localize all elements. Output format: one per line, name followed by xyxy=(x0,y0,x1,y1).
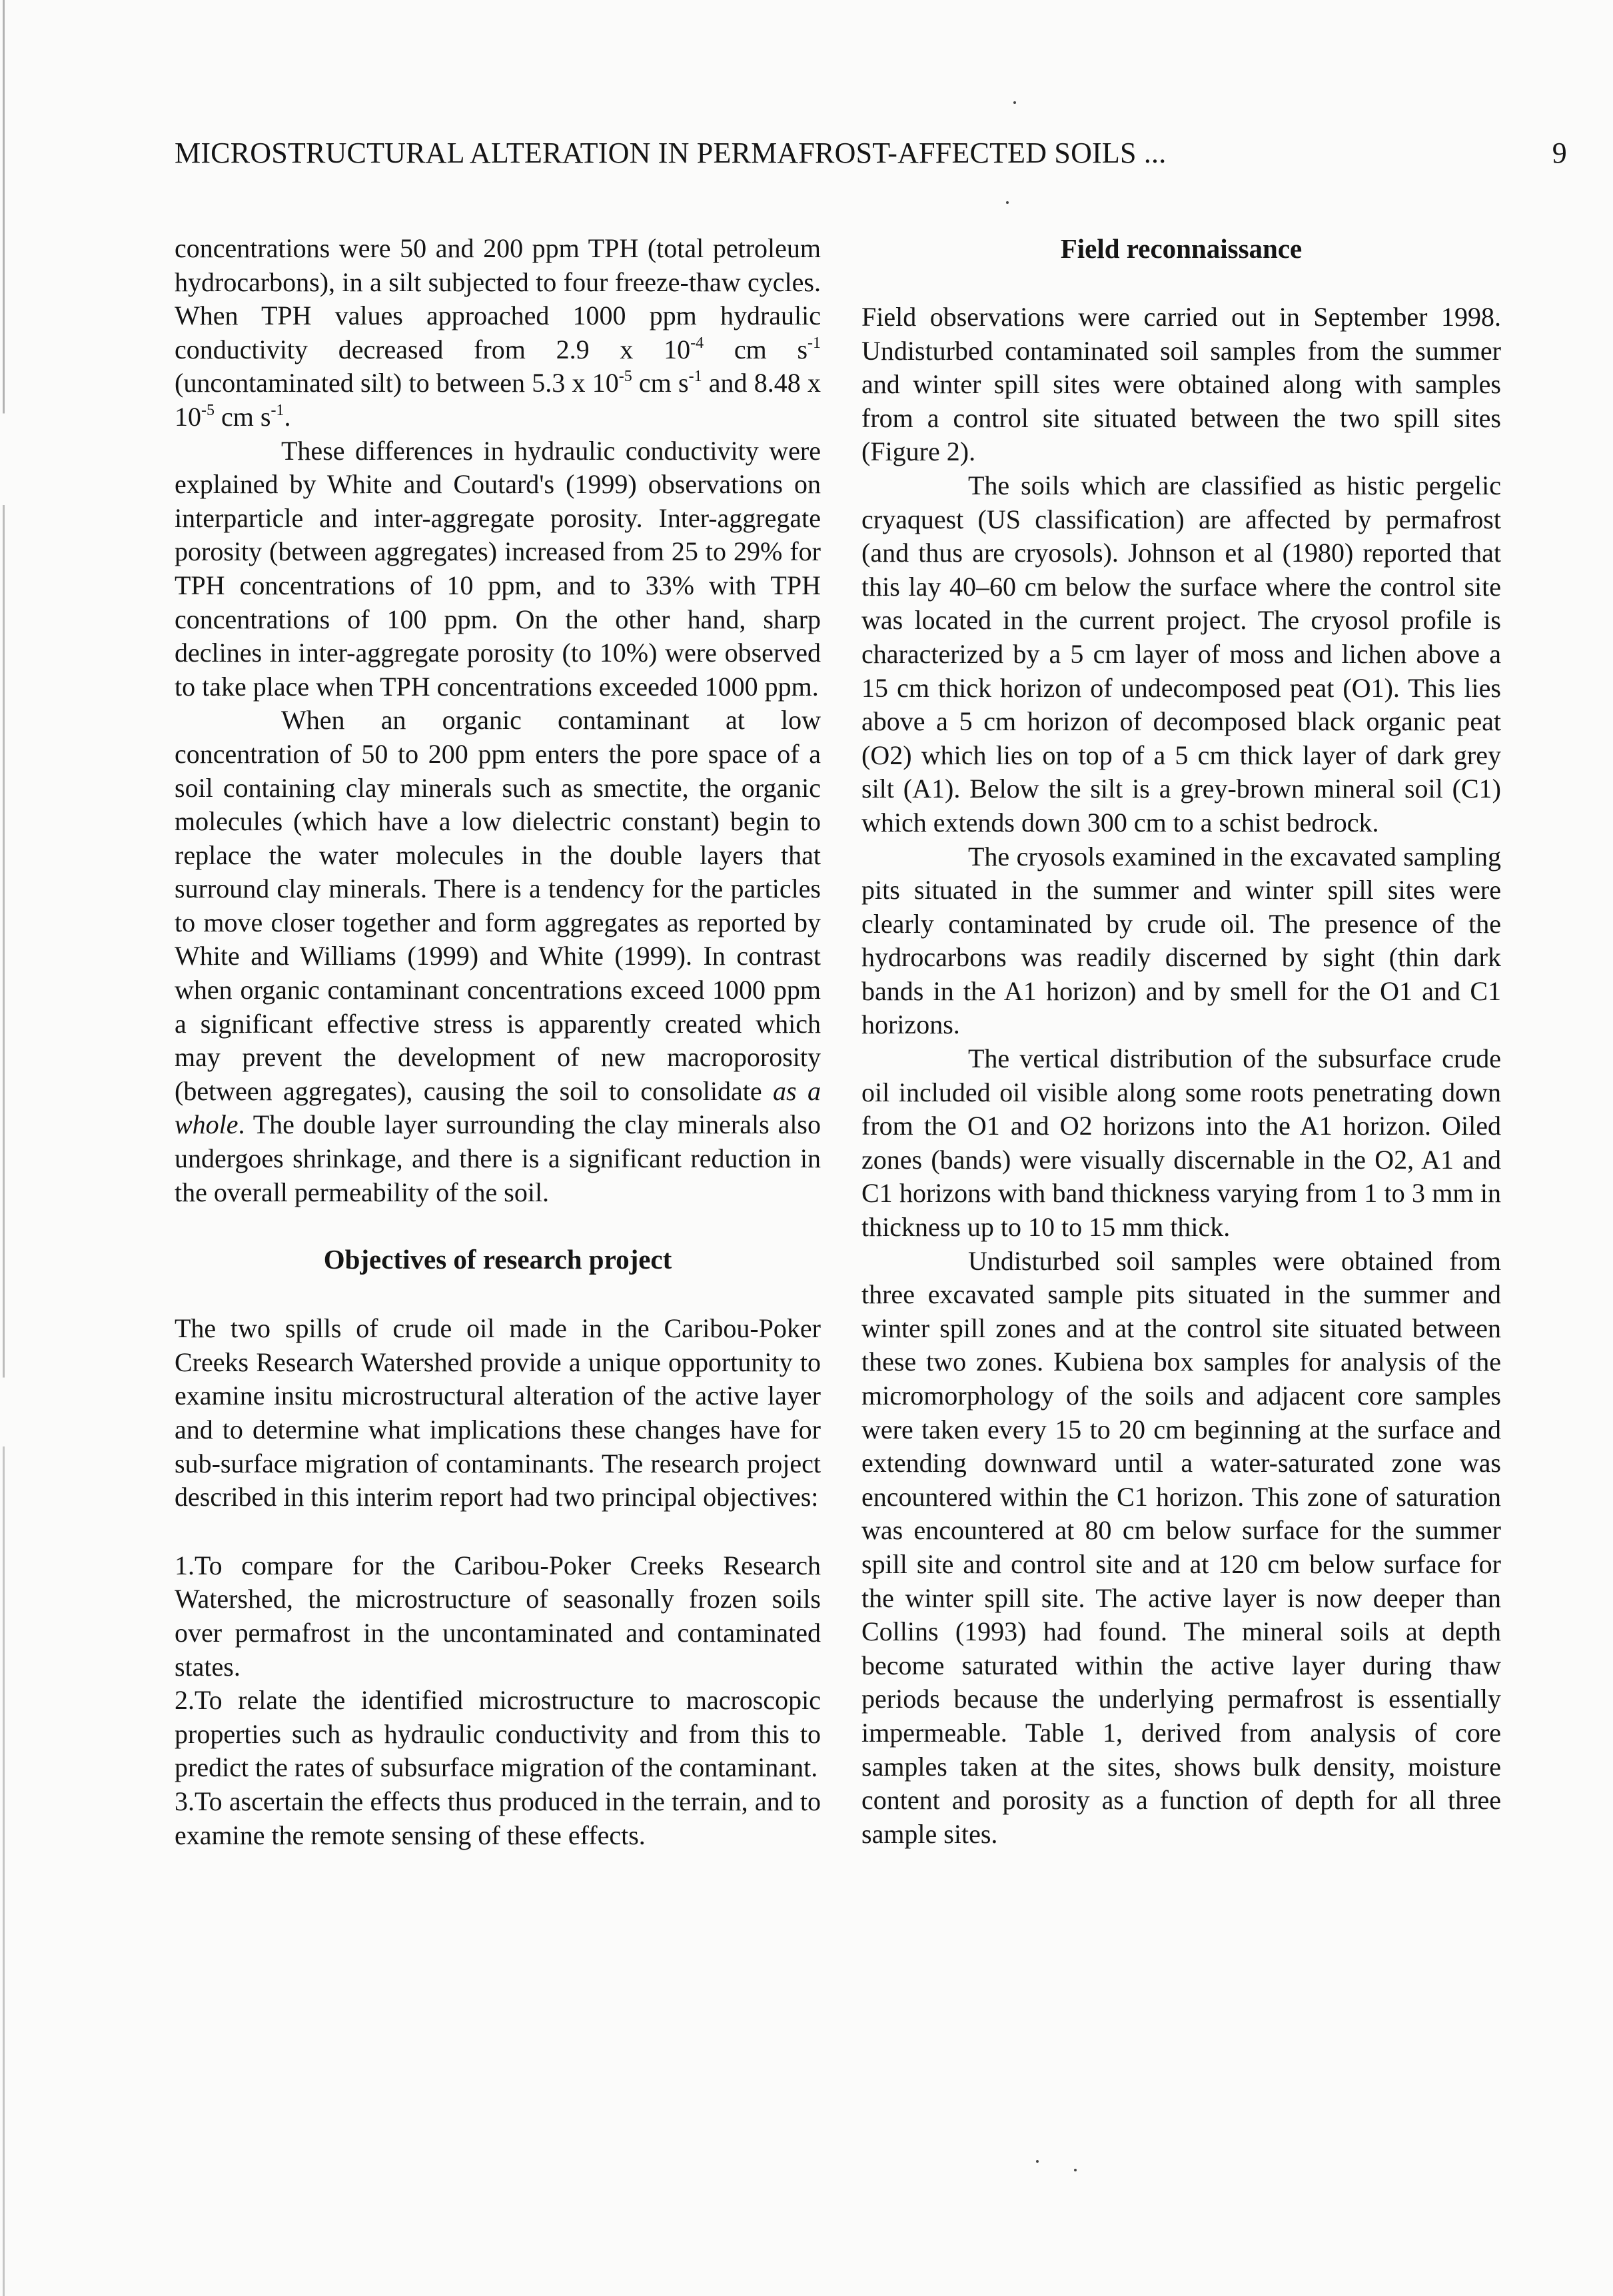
right-column xyxy=(861,232,1501,1851)
paragraph-vertical-distribution: The vertical distribution of the subsurface crude oil included oil visible along some roots penetrating down from the O1 and O2 horizons into the A1 horizon. Oiled zones (bands) were visually discernable in the O2, A1 and C1 horizons with band thickness varying from 1 to 3 mm in thickness up to 10 to 15 mm thick. xyxy=(861,1043,1501,1243)
paragraph-field-observations: Field observations were carried out in September 1998. Undisturbed contaminated soil samples from the summer and winter spill sites were obtained along with samples from a control site situated between the two spill sites (Figure 2). xyxy=(861,302,1501,467)
paragraph-organic-contaminant: When an organic contaminant at low concentration of 50 to 200 ppm enters the pore space of a soil containing clay minerals such as smectite, the organic molecules (which have a low dielectric constant) begin to replace the water molecules in the double layers that surround clay minerals. There is a tendency for the particles to move closer together and form aggregates as reported by White and Williams (1999) and White (1999). In contrast when organic contaminant concentrations exceed 1000 ppm a significant effective stress is apparently created which may prevent the development of new macroporosity (between aggregates), causing the soil to consolidate as a whole. The double layer surrounding the clay minerals also undergoes shrinkage, and there is a significant reduction in the overall permeability of the soil. xyxy=(175,705,821,1207)
paragraph-soil-classification: The soils which are classified as histic pergelic cryaquest (US classification) are affected by permafrost (and thus are cryosols). Johnson et al (1980) reported that this lay 40–60 cm below the surface where the control site was located in the current project. The cryosol profile is characterized by a 5 cm layer of moss and lichen above a 15 cm thick horizon of undecomposed peat (O1). This lies above a 5 cm horizon of decomposed black organic peat (O2) which lies on top of a 5 cm thick layer of dark grey silt (A1). Below the silt is a grey-brown mineral soil (C1) which extends down 300 cm to a schist bedrock. xyxy=(861,470,1501,838)
objective-item: 3.To ascertain the effects thus produced in the terrain, and to examine the remote sensing of these effects. xyxy=(175,1786,821,1850)
page-number: 9 xyxy=(1552,137,1567,169)
paragraph-undisturbed-samples: Undisturbed soil samples were obtained from three excavated sample pits situated in the summer and winter spill zones and at the control site situated between these two zones. Kubiena box samples for analysis of the micromorphology of the soils and adjacent core samples were taken every 15 to 20 cm beginning at the surface and extending downward until a water-saturated zone was encountered within the C1 horizon. This zone of saturation was encountered at 80 cm below surface for the summer spill site and control site and at 120 cm below surface for the winter spill site. The active layer is now deeper than Collins (1993) had found. The mineral soils at depth become saturated within the active layer during thaw periods because the underlying permafrost is essentially impermeable. Table 1, derived from analysis of core samples taken at the sites, shows bulk density, moisture content and porosity as a function of depth for all three sample sites. xyxy=(861,1245,1501,1849)
objective-item: 2.To relate the identified microstructure to macroscopic properties such as hydraulic conductivity and from this to predict the rates of subsurface migration of the contaminant. xyxy=(175,1685,821,1783)
scan-speck xyxy=(1036,2160,1039,2163)
left-column xyxy=(175,232,821,1852)
paragraph-objectives-intro: The two spills of crude oil made in the Caribou-Poker Creeks Research Watershed provide a unique opportunity to examine insitu microstructural alteration of the active layer and to determine what implications these changes have for sub-surface migration of contaminants. The research project described in this interim report had two principal objectives: xyxy=(175,1313,821,1512)
running-title: MICROSTRUCTURAL ALTERATION IN PERMAFROST-AFFECTED SOILS ... xyxy=(175,137,1167,169)
paragraph-porosity: These differences in hydraulic conductivity were explained by White and Coutard's (1999) observations on interparticle and inter-aggregate porosity. Inter-aggregate porosity (between aggregates) increased from 25 to 29% for TPH concentrations of 10 ppm, and to 33% with TPH concentrations of 100 ppm. On the other hand, sharp declines in inter-aggregate porosity (to 10%) were observed to take place when TPH concentrations exceeded 1000 ppm. xyxy=(175,435,821,702)
paragraph-cryosols: The cryosols examined in the excavated sampling pits situated in the summer and winter spill sites were clearly contaminated by crude oil. The presence of the hydrocarbons was readily discerned by sight (thin dark bands in the A1 horizon) and by smell for the O1 and C1 horizons. xyxy=(861,841,1501,1040)
objective-item: 1.To compare for the Caribou-Poker Creeks Research Watershed, the microstructure of seasonally frozen soils over permafrost in the uncontaminated and contaminated states. xyxy=(175,1550,821,1682)
section-heading-field-reconnaissance: Field reconnaissance xyxy=(1060,233,1303,264)
scan-edge-shadow xyxy=(3,0,5,2296)
scan-speck xyxy=(1006,201,1009,204)
spacer xyxy=(175,1514,821,1549)
paragraph-hydraulic-conductivity: concentrations were 50 and 200 ppm TPH (total petroleum hydrocarbons), in a silt subjected to four freeze-thaw cycles. When TPH values approached 1000 ppm hydraulic conductivity decreased from 2.9 x $10^{-4}$ cm $s^{-1}$ (uncontaminated silt) to between 5.3 x $10^{-5}$ cm $s^{-1}$ and 8.48 x $10^{-5}$ cm $s^{-1}$. xyxy=(175,233,821,432)
scan-speck xyxy=(1074,2169,1077,2171)
section-heading-objectives: Objectives of research project xyxy=(323,1244,672,1275)
scan-speck xyxy=(1013,101,1016,104)
